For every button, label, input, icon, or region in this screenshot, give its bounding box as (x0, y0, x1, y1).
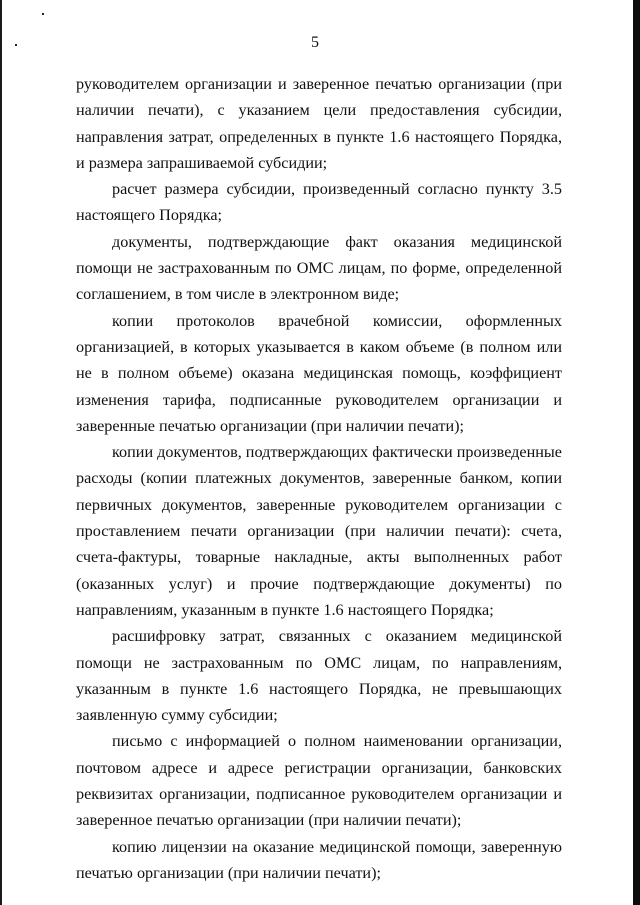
paragraph-license-copy: копию лицензии на оказание медицинской помощи, заверенную печатью организации (при наличии печати); (76, 837, 562, 882)
document-body (76, 71, 562, 886)
paragraph-continuation: руководителем организации и заверенное печатью организации (при наличии печати), с указанием цели предоставления субсидии, направления затрат, определенных в пункте 1.6 настоящего Порядка, и размера запрашиваемой субсидии; (76, 75, 562, 172)
paragraph-medical-commission-protocols: копии протоколов врачебной комиссии, оформленных организацией, в которых указывается в каком объеме (в полном или не в полном объеме) оказана медицинская помощь, коэффициент изменения тарифа, подписанные руководителем организации и заверенные печатью организации (при наличии печати); (76, 311, 562, 435)
paragraph-subsidy-calculation: расчет размера субсидии, произведенный согласно пункту 3.5 настоящего Порядка; (76, 180, 562, 225)
paragraph-expense-documents: копии документов, подтверждающих фактически произведенные расходы (копии платежных документов, заверенные банком, копии первичных документов, заверенные руководителем организации с проставлением печати организации (при наличии печати): счета, счета-фактуры, товарные накладные, акты выполненных работ (оказанных услуг) и прочие подтверждающие документы) по направлениям, указанным в пункте 1.6 настоящего Порядка; (76, 443, 562, 619)
paragraph-medical-care-documents: документы, подтверждающие факт оказания медицинской помощи не застрахованным по ОМС лицам, по форме, определенной соглашением, в том числе в электронном виде; (76, 232, 562, 304)
paragraph-cost-breakdown: расшифровку затрат, связанных с оказанием медицинской помощи не застрахованным по ОМС лицам, по направлениям, указанным в пункте 1.6 настоящего Порядка, не превышающих заявленную сумму субсидии; (76, 627, 562, 725)
scan-speck (42, 13, 44, 15)
page-number: 5 (311, 34, 319, 51)
paragraph-organization-info-letter: письмо с информацией о полном наименовании организации, почтовом адресе и адресе регистрации организации, банковских реквизитах организации, подписанное руководителем организации и заверенное печатью организации (при наличии печати); (76, 732, 562, 830)
scan-border-right (633, 0, 640, 905)
scan-border-left (0, 0, 2, 905)
